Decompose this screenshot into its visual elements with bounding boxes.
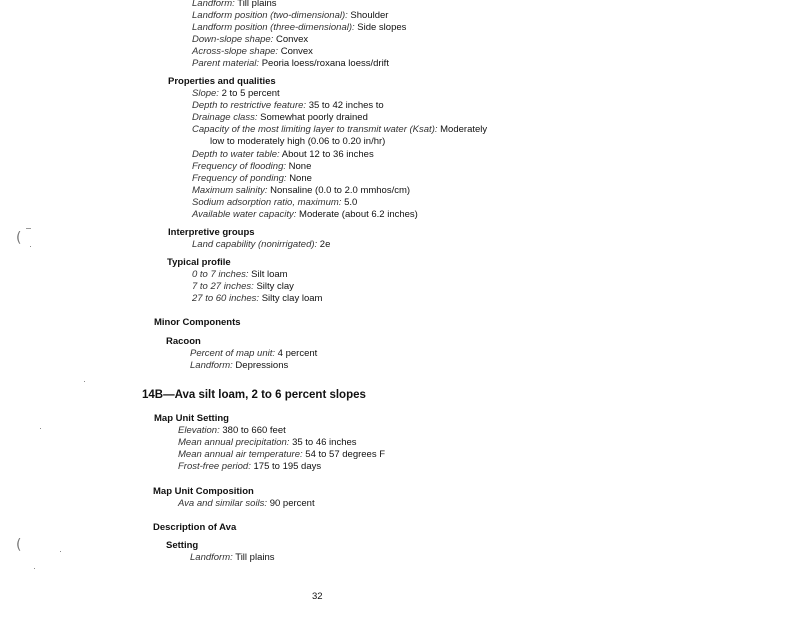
field-label: Drainage class: bbox=[192, 112, 258, 123]
field-label: Elevation: bbox=[178, 425, 220, 436]
field-value: Depressions bbox=[235, 360, 289, 371]
description-subheading: Setting bbox=[166, 540, 199, 551]
binder-hole-mark: ( bbox=[16, 230, 22, 246]
field-line bbox=[178, 425, 286, 437]
map-unit-composition-heading: Map Unit Composition bbox=[153, 486, 254, 497]
field-label: Landform position (two-dimensional): bbox=[192, 10, 348, 21]
field-line bbox=[178, 498, 315, 510]
field-line bbox=[192, 173, 312, 185]
field-value: 54 to 57 degrees F bbox=[305, 449, 386, 460]
field-label: Capacity of the most limiting layer to transmit water (Ksat): bbox=[192, 124, 438, 135]
field-label: Frequency of flooding: bbox=[192, 161, 287, 172]
field-label: Maximum salinity: bbox=[192, 185, 268, 196]
field-label: 0 to 7 inches: bbox=[192, 269, 249, 280]
field-value: 35 to 42 inches to bbox=[308, 100, 384, 111]
field-line bbox=[192, 269, 288, 281]
field-line bbox=[178, 461, 321, 473]
field-label: Landform position (three-dimensional): bbox=[192, 22, 355, 33]
field-value: low to moderately high (0.06 to 0.20 in/hr) bbox=[210, 136, 386, 147]
field-line bbox=[192, 112, 368, 124]
field-value: 2e bbox=[319, 239, 331, 250]
field-value: 35 to 46 inches bbox=[292, 437, 357, 448]
field-line-continued bbox=[210, 136, 385, 148]
field-value: Somewhat poorly drained bbox=[260, 112, 368, 123]
field-label: Land capability (nonirrigated): bbox=[192, 239, 318, 250]
field-line bbox=[192, 58, 389, 70]
field-label: Ava and similar soils: bbox=[178, 498, 268, 509]
field-line bbox=[192, 209, 418, 221]
field-line bbox=[192, 197, 357, 209]
field-line bbox=[190, 348, 317, 360]
field-value: 5.0 bbox=[344, 197, 358, 208]
scan-speck bbox=[84, 381, 85, 382]
field-label: Landform: bbox=[190, 360, 233, 371]
field-line bbox=[192, 100, 384, 112]
field-label: Depth to water table: bbox=[192, 149, 280, 160]
field-label: 7 to 27 inches: bbox=[192, 281, 254, 292]
field-line bbox=[192, 34, 308, 46]
field-line bbox=[192, 88, 280, 100]
field-value: 4 percent bbox=[277, 348, 318, 359]
field-value: Nonsaline (0.0 to 2.0 mmhos/cm) bbox=[270, 185, 411, 196]
field-value: Till plains bbox=[237, 0, 277, 9]
field-line bbox=[178, 437, 357, 449]
field-label: Mean annual precipitation: bbox=[178, 437, 290, 448]
field-label: Frost-free period: bbox=[178, 461, 251, 472]
field-line bbox=[192, 239, 330, 251]
field-line bbox=[192, 161, 311, 173]
map-unit-title: 14B—Ava silt loam, 2 to 6 percent slopes bbox=[142, 389, 366, 401]
field-value: Till plains bbox=[235, 552, 275, 563]
field-label: Depth to restrictive feature: bbox=[192, 100, 307, 111]
field-value: Silt loam bbox=[251, 269, 288, 280]
field-label: Parent material: bbox=[192, 58, 260, 69]
field-value: Silty clay loam bbox=[261, 293, 323, 304]
scan-speck bbox=[60, 551, 61, 552]
field-label: Landform: bbox=[190, 552, 233, 563]
field-line bbox=[192, 293, 322, 305]
properties-heading: Properties and qualities bbox=[168, 76, 276, 87]
field-label: Landform: bbox=[192, 0, 235, 9]
field-line bbox=[192, 149, 374, 161]
field-value: 90 percent bbox=[269, 498, 315, 509]
field-label: Down-slope shape: bbox=[192, 34, 274, 45]
field-value: Side slopes bbox=[357, 22, 407, 33]
field-label: Mean annual air temperature: bbox=[178, 449, 303, 460]
field-line bbox=[190, 360, 288, 372]
field-line bbox=[178, 449, 385, 461]
field-label: 27 to 60 inches: bbox=[192, 293, 260, 304]
field-line bbox=[192, 0, 277, 10]
field-value: Moderately bbox=[440, 124, 488, 135]
field-line bbox=[192, 124, 487, 136]
interpretive-heading: Interpretive groups bbox=[168, 227, 255, 238]
field-label: Sodium adsorption ratio, maximum: bbox=[192, 197, 342, 208]
minor-components-heading: Minor Components bbox=[154, 317, 241, 328]
binder-hole-mark: ( bbox=[16, 537, 22, 553]
field-value: 380 to 660 feet bbox=[222, 425, 286, 436]
field-value: 2 to 5 percent bbox=[221, 88, 280, 99]
field-line bbox=[190, 552, 275, 564]
field-label: Frequency of ponding: bbox=[192, 173, 287, 184]
field-label: Available water capacity: bbox=[192, 209, 297, 220]
field-label: Across-slope shape: bbox=[192, 46, 279, 57]
field-label: Percent of map unit: bbox=[190, 348, 276, 359]
scan-speck bbox=[40, 428, 41, 429]
field-line bbox=[192, 46, 313, 58]
description-heading: Description of Ava bbox=[153, 522, 237, 533]
field-value: About 12 to 36 inches bbox=[281, 149, 374, 160]
field-value: None bbox=[289, 173, 312, 184]
field-value: Shoulder bbox=[350, 10, 389, 21]
field-value: Peoria loess/roxana loess/drift bbox=[261, 58, 389, 69]
field-value: Convex bbox=[280, 46, 313, 57]
field-line bbox=[192, 22, 406, 34]
field-line bbox=[192, 281, 294, 293]
typical-profile-heading: Typical profile bbox=[167, 257, 231, 268]
field-label: Slope: bbox=[192, 88, 219, 99]
field-value: Silty clay bbox=[256, 281, 294, 292]
scan-speck bbox=[26, 228, 31, 229]
field-value: 175 to 195 days bbox=[253, 461, 322, 472]
map-unit-setting-heading: Map Unit Setting bbox=[154, 413, 229, 424]
field-value: Convex bbox=[275, 34, 309, 45]
field-value: None bbox=[288, 161, 312, 172]
field-value: Moderate (about 6.2 inches) bbox=[299, 209, 418, 220]
scan-speck bbox=[34, 568, 35, 569]
field-line bbox=[192, 10, 388, 22]
page-number: 32 bbox=[312, 591, 323, 602]
scan-speck bbox=[30, 246, 31, 247]
field-line bbox=[192, 185, 410, 197]
minor-component-name: Racoon bbox=[166, 336, 201, 347]
